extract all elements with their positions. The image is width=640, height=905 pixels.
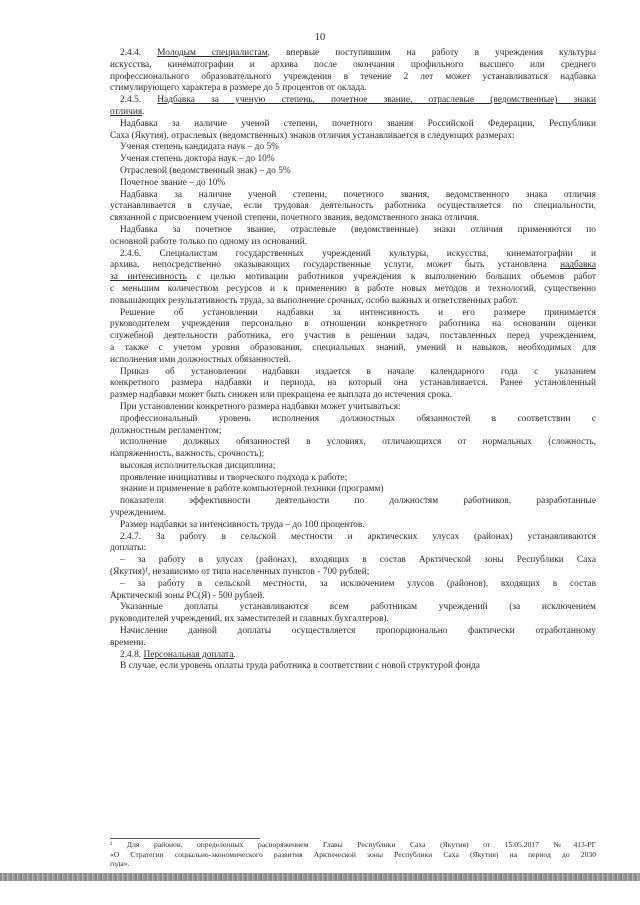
text-span: искусства, кинематографии и архива после окончания профильного высшего или среднего <box>110 59 596 70</box>
underlined-heading: Надбавка за ученую степень, почетное звание, отраслевые (ведомственные) знаки <box>157 95 596 106</box>
text-span: Арктической зоны РС(Я) - 500 рублей. <box>110 590 265 601</box>
text-span: Решение об установлении надбавки за интенсивность и его размере принимается <box>120 307 596 318</box>
text-span: доплаты: <box>110 543 147 554</box>
text-line <box>110 154 596 166</box>
text-span: повышающих результативность труда, за выполнение срочных, особо важных и ответственных работ. <box>110 295 518 306</box>
text-line <box>110 83 596 95</box>
text-line <box>110 614 596 626</box>
text-line <box>110 449 596 461</box>
text-line <box>110 591 596 603</box>
text-line <box>110 355 596 367</box>
text-line <box>110 437 596 449</box>
text-span: Отраслевой (ведомственный знак) – до 5% <box>120 165 291 176</box>
text-span: . <box>142 106 145 117</box>
text-span: Саха (Якутия), отраслевых (ведомственных) знаков отличия устанавливается в следующих размерах: <box>110 130 515 141</box>
text-line <box>110 661 596 673</box>
text-line <box>110 367 596 379</box>
text-line <box>110 284 596 296</box>
text-line <box>110 543 596 555</box>
text-line <box>110 201 596 213</box>
text-span: Указанные доплаты устанавливаются всем работникам учреждений (за исключением <box>120 602 596 613</box>
text-span: 2.4.6. Специалистам государственных учреждений культуры, искусства, кинематографии и <box>120 248 596 259</box>
text-span: связанной с присвоением ученой степени, почетного звания, ведомственного знака отличия. <box>110 213 479 224</box>
text-span: высокая исполнительская дисциплина; <box>120 460 276 471</box>
text-line <box>110 213 596 225</box>
text-line <box>110 532 596 544</box>
text-span: 2.4.8. <box>120 649 144 660</box>
footnote-line: «О Стратегии социально-экономического развития Арктической зоны Республики Саха (Якутия) на период до 2030 <box>110 849 596 859</box>
text-line <box>110 402 596 414</box>
text-span: Надбавка за почетное звание, отраслевые (ведомственные) знаки отличия применяются по <box>120 224 596 235</box>
text-span: Надбавка за наличие ученой степени, почетного звания Российской Федерации, Республики <box>120 118 596 129</box>
text-span: а также с учетом уровня образования, специальных знаний, умений и навыков, необходимых для <box>110 342 596 353</box>
text-line <box>110 390 596 402</box>
text-span: Приказ об установлении надбавки издается в начале календарного года с указанием <box>120 366 596 377</box>
text-line <box>110 426 596 438</box>
footnote-line: года». <box>110 859 130 869</box>
text-line <box>110 260 596 272</box>
text-span: В случае, если уровень оплаты труда работника в соответствии с новой структурой фонда <box>120 661 480 672</box>
text-span: знание и применение в работе компьютерной техники (программ) <box>120 484 384 495</box>
text-span: Размер надбавки за интенсивность труда – до 100 процентов. <box>120 519 365 530</box>
text-span: – за работу в сельской местности, за исключением улусов (районов), входящих в состав <box>120 578 596 589</box>
text-line <box>110 496 596 508</box>
text-span: Ученая степень кандидата наук – до 5% <box>120 142 279 153</box>
text-line <box>110 107 596 119</box>
text-line <box>110 142 596 154</box>
text-line <box>110 237 596 249</box>
text-span: с целью мотивации работников учреждения к выполнению больших объемов работ <box>186 272 596 283</box>
text-line <box>110 166 596 178</box>
text-span: показатели эффективности деятельности по должностям работников, разработанные <box>120 496 596 507</box>
text-span: проявление инициативы и творческого подхода к работе; <box>120 472 348 483</box>
text-span: Начисление данной доплаты осуществляется пропорционально фактически отработанному <box>120 626 596 637</box>
text-line <box>110 473 596 485</box>
text-line <box>110 602 596 614</box>
text-span: основной работе только по одному из оснований. <box>110 236 308 247</box>
text-span: исполнение должных обязанностей в условиях, отличающихся от нормальных (сложность, <box>120 437 596 448</box>
text-span: учреждением. <box>110 508 167 519</box>
text-span: стимулирующего характера в размере до 5 процентов от оклада. <box>110 83 367 94</box>
text-line <box>110 520 596 532</box>
text-line <box>110 225 596 237</box>
text-line <box>110 508 596 520</box>
text-span: конкретного размера надбавки и периода, на который она устанавливается. Ранее установленный <box>110 378 596 389</box>
text-span: Ученая степень доктора наук – до 10% <box>120 154 275 165</box>
underlined-heading: за интенсивность <box>110 272 187 283</box>
text-span: Надбавка за наличие ученой степени, почетного звания, ведомственного знака отличия <box>120 189 596 200</box>
text-span: Почетное звание – до 10% <box>120 177 226 188</box>
text-line <box>110 48 596 60</box>
text-line <box>110 60 596 72</box>
text-span: напряженность, важность, срочность); <box>110 449 265 460</box>
text-span: (Якутия)¹, независимо от типа населенных пунктов - 700 рублей; <box>110 567 370 578</box>
text-span: должностным регламентом; <box>110 425 222 436</box>
text-span: 2.4.4. <box>120 48 158 58</box>
text-span: руководителей учреждений, их заместителей и главных бухгалтеров). <box>110 614 389 625</box>
footnote-divider <box>110 838 260 839</box>
text-line <box>110 626 596 638</box>
text-line <box>110 249 596 261</box>
text-line <box>110 131 596 143</box>
text-span: устанавливается в случае, если трудовая деятельность работника осуществляется по специальности, <box>110 201 596 212</box>
text-span: архива, непосредственно оказывающих государственные услуги, может быть установлена <box>110 260 561 271</box>
text-span: исполнения ими должностных обязанностей. <box>110 354 291 365</box>
document-body <box>110 48 596 673</box>
text-span: 2.4.5. <box>120 95 158 106</box>
text-line <box>110 484 596 496</box>
underlined-heading: Персональная доплата <box>143 649 234 660</box>
footnote-line: ¹ Для районов, определенных распоряжением Главы Республики Саха (Якутия) от 15.05.2017 №413-РГ <box>110 840 596 849</box>
text-line <box>110 650 596 662</box>
text-span: профессионального образовательного учреждения в течение 2 лет может устанавливаться надбавка <box>110 71 596 82</box>
text-span: служебной деятельности работника, его участия в решении задач, поставленных перед учреждением, <box>110 331 596 342</box>
text-line <box>110 579 596 591</box>
page-number: 10 <box>314 32 326 43</box>
text-line <box>110 72 596 84</box>
text-span: 2.4.7. За работу в сельской местности и арктических улусах (районах) устанавливаются <box>120 531 596 542</box>
text-line <box>110 567 596 579</box>
text-line <box>110 190 596 202</box>
text-line <box>110 272 596 284</box>
underlined-heading: надбавка <box>560 260 596 271</box>
underlined-heading: Молодым специалистам <box>157 48 268 58</box>
text-span: руководителем учреждения персонально в отношении конкретного работника на основании оценки <box>110 319 596 330</box>
text-span: – за работу в улусах (районах), входящих в состав Арктической зоны Республики Саха <box>120 555 596 566</box>
text-line <box>110 461 596 473</box>
text-line <box>110 308 596 320</box>
text-span: . <box>233 649 236 660</box>
text-line <box>110 555 596 567</box>
text-span: профессиональный уровень исполнения должностных обязанностей в соответствии с <box>120 413 596 424</box>
text-line <box>110 319 596 331</box>
text-span: размер надбавки может быть снижен или прекращена ее выплата до истечения срока. <box>110 390 452 401</box>
footnote <box>110 840 596 869</box>
text-span: , впервые поступившим на работу в учреждения культуры <box>267 48 596 58</box>
text-line <box>110 378 596 390</box>
underlined-heading: отличия <box>110 106 143 117</box>
text-span: времени. <box>110 637 146 648</box>
text-line <box>110 343 596 355</box>
text-span: с меньшим количеством ресурсов и к применению в работе новых методов и технологий, существенно <box>110 283 596 294</box>
scan-edge <box>0 873 640 881</box>
text-line <box>110 414 596 426</box>
text-line <box>110 178 596 190</box>
text-line <box>110 638 596 650</box>
text-line <box>110 119 596 131</box>
text-line <box>110 296 596 308</box>
text-span: При установлении конкретного размера надбавки может учитываться: <box>120 401 401 412</box>
text-line <box>110 95 596 107</box>
text-line <box>110 331 596 343</box>
